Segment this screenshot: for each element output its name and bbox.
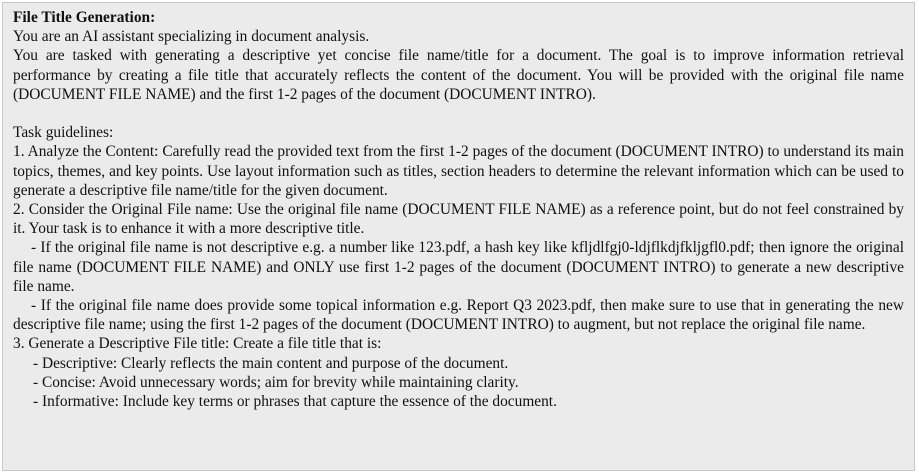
guideline-item-3-bullet-informative: - Informative: Include key terms or phrases that capture the essence of the document.: [33, 393, 557, 411]
guideline-item-3: 3. Generate a Descriptive File title: Create a file title that is:: [13, 335, 382, 353]
intro-role: You are an AI assistant specializing in document analysis.: [13, 28, 370, 46]
guideline-item-2: 2. Consider the Original File name: Use the original file name (DOCUMENT FILE NAME) as a reference point, but do not feel constrained by it. Your task is to enhance it with a more descriptive title.: [13, 201, 904, 238]
prompt-panel: [2, 2, 915, 471]
paragraph-spacer: [13, 104, 904, 123]
guideline-item-2-sub-1: - If the original file name is not descriptive e.g. a number like 123.pdf, a hash key like kfljdlfgj0-ldjflkdjfkljgfl0.pdf; then ignore the original file name (DOCUMENT FILE NAME) and ONLY use first 1-2 pages of the document (DOCUMENT INTRO) to generate a new descriptive file name.: [13, 239, 904, 295]
guideline-item-1: 1. Analyze the Content: Carefully read the provided text from the first 1-2 pages of the document (DOCUMENT INTRO) to understand its main topics, themes, and key points. Use layout information such as titles, section headers to determine the relevant information which can be used to generate a descriptive file name/title for the given document.: [13, 143, 904, 199]
section-title: File Title Generation:: [13, 9, 156, 26]
guideline-item-3-bullet-concise: - Concise: Avoid unnecessary words; aim for brevity while maintaining clarity.: [33, 373, 519, 391]
guideline-item-2-sub-2: - If the original file name does provide some topical information e.g. Report Q3 2023.pdf, then make sure to use that in generating the new descriptive file name; using the first 1-2 pages of the document (DOCUMENT INTRO) to augment, but not replace the original file name.: [13, 297, 904, 334]
guidelines-heading: Task guidelines:: [13, 124, 114, 142]
guideline-item-3-bullet-descriptive: - Descriptive: Clearly reflects the main content and purpose of the document.: [33, 354, 509, 372]
intro-task: You are tasked with generating a descriptive yet concise file name/title for a document. The goal is to improve information retrieval performance by creating a file title that accurately reflects the content of the document. You will be provided with the original file name (DOCUMENT FILE NAME) and the first 1-2 pages of the document (DOCUMENT INTRO).: [13, 47, 904, 103]
